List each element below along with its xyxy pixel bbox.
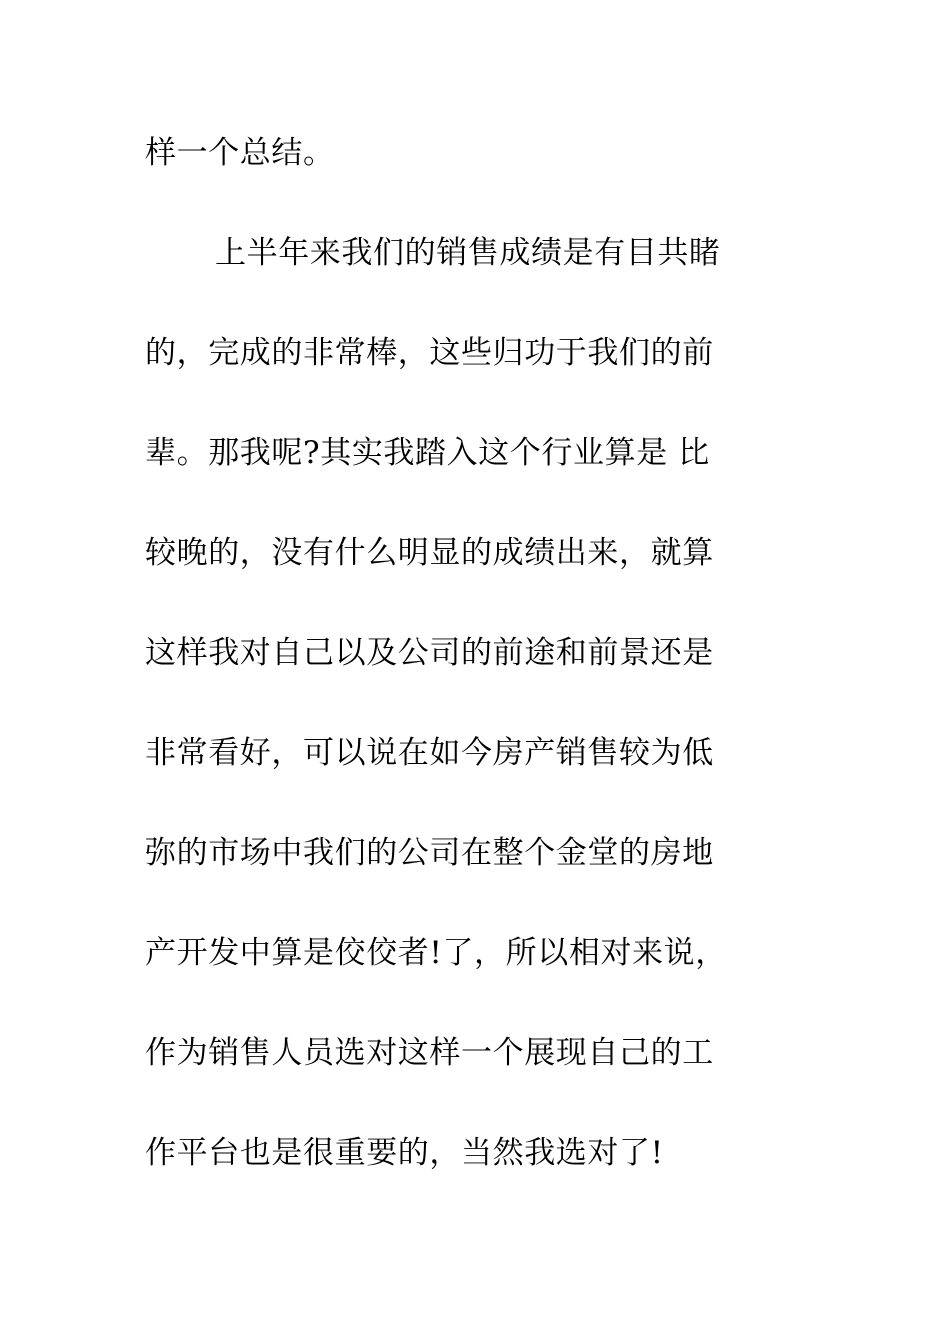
text-line: 较晚的，没有什么明显的成绩出来，就算 xyxy=(145,535,714,571)
text-line: 产开发中算是佼佼者!了，所以相对来说， xyxy=(145,935,727,971)
text-line: 非常看好，可以说在如今房产销售较为低 xyxy=(145,735,714,771)
text-line: 这样我对自己以及公司的前途和前景还是 xyxy=(145,635,714,671)
text-line: 作为销售人员选对这样一个展现自己的工 xyxy=(145,1035,714,1071)
text-line: 作平台也是很重要的，当然我选对了! xyxy=(145,1135,664,1171)
text-line: 的，完成的非常棒，这些归功于我们的前 xyxy=(145,335,714,371)
text-line: 弥的市场中我们的公司在整个金堂的房地 xyxy=(145,835,714,871)
text-line: 辈。那我呢?其实我踏入这个行业算是 比 xyxy=(145,435,710,471)
paragraph-first-line: 上半年来我们的销售成绩是有目共睹 xyxy=(215,235,721,271)
text-line: 样一个总结。 xyxy=(145,135,335,171)
body-text xyxy=(145,128,795,1228)
